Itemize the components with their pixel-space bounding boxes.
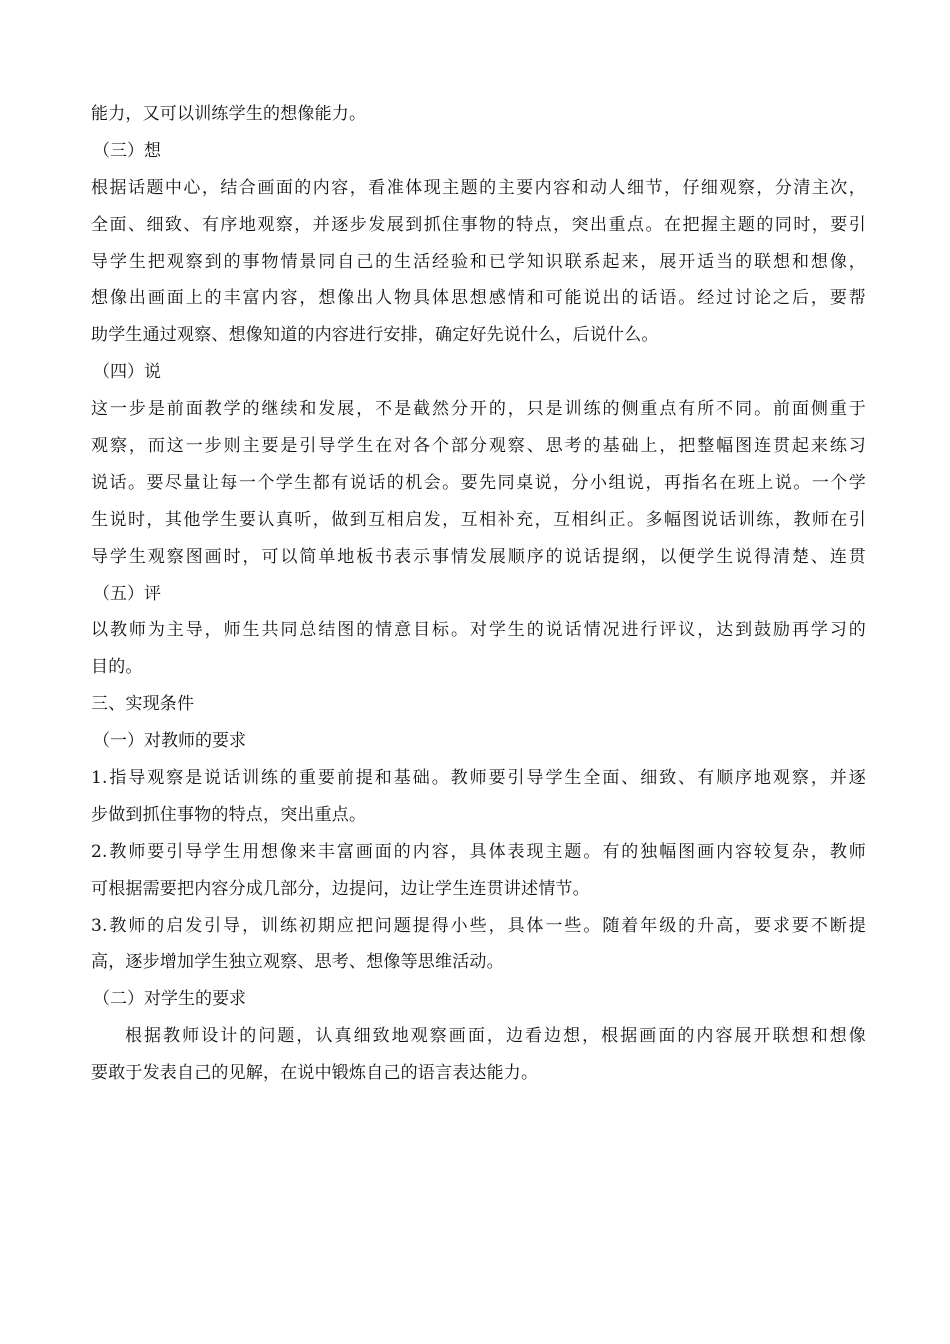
text-line: 根据教师设计的问题，认真细致地观察画面，边看边想，根据画面的内容展开联想和想像 xyxy=(125,1026,866,1047)
text-line: 导学生把观察到的事物情景同自己的生活经验和已学知识联系起来，展开适当的联想和想像， xyxy=(91,251,866,272)
text-line: 以教师为主导，师生共同总结图的情意目标。对学生的说话情况进行评议，达到鼓励再学习的 xyxy=(91,620,866,641)
text-line: 高，逐步增加学生独立观察、思考、想像等思维活动。 xyxy=(91,952,504,973)
text-line: 导学生观察图画时，可以简单地板书表示事情发展顺序的说话提纲，以便学生说得清楚、连贯 xyxy=(91,546,866,567)
section-heading-shuo: （四）说 xyxy=(93,362,161,383)
text-line: 观察，而这一步则主要是引导学生在对各个部分观察、思考的基础上，把整幅图连贯起来练习 xyxy=(91,436,866,457)
text-line: 助学生通过观察、想像知道的内容进行安排，确定好先说什么，后说什么。 xyxy=(91,325,659,346)
section-heading-teacher-requirements: （一）对教师的要求 xyxy=(93,731,246,752)
section-heading-student-requirements: （二）对学生的要求 xyxy=(93,989,246,1010)
document-page xyxy=(91,96,866,1092)
section-heading-xiang: （三）想 xyxy=(93,140,161,161)
section-heading-conditions: 三、实现条件 xyxy=(91,694,195,715)
text-line: 能力，又可以训练学生的想像能力。 xyxy=(91,104,367,124)
text-line: 根据话题中心，结合画面的内容，看准体现主题的主要内容和动人细节，仔细观察，分清主次， xyxy=(91,177,866,198)
text-line: 可根据需要把内容分成几部分，边提问，边让学生连贯讲述情节。 xyxy=(91,878,590,899)
text-line: 目的。 xyxy=(91,657,143,678)
text-line: 这一步是前面教学的继续和发展，不是截然分开的，只是训练的侧重点有所不同。前面侧重于 xyxy=(91,399,866,420)
list-item: 2.教师要引导学生用想像来丰富画面的内容，具体表现主题。有的独幅图画内容较复杂，教师 xyxy=(91,841,866,862)
text-line: 全面、细致、有序地观察，并逐步发展到抓住事物的特点，突出重点。在把握主题的同时，要引 xyxy=(91,214,866,235)
text-line: 说话。要尽量让每一个学生都有说话的机会。要先同桌说，分小组说，再指名在班上说。一个学 xyxy=(91,472,866,493)
text-line: 步做到抓住事物的特点，突出重点。 xyxy=(91,804,367,825)
text-line: 生说时，其他学生要认真听，做到互相启发，互相补充，互相纠正。多幅图说话训练，教师在引 xyxy=(91,509,866,530)
list-item: 3.教师的启发引导，训练初期应把问题提得小些，具体一些。随着年级的升高，要求要不断提 xyxy=(91,915,866,936)
list-item: 1.指导观察是说话训练的重要前提和基础。教师要引导学生全面、细致、有顺序地观察，并逐 xyxy=(91,768,866,789)
section-heading-ping: （五）评 xyxy=(93,583,161,604)
text-line: 要敢于发表自己的见解，在说中锻炼自己的语言表达能力。 xyxy=(91,1063,539,1084)
text-line: 想像出画面上的丰富内容，想像出人物具体思想感情和可能说出的话语。经过讨论之后，要帮 xyxy=(91,288,866,309)
